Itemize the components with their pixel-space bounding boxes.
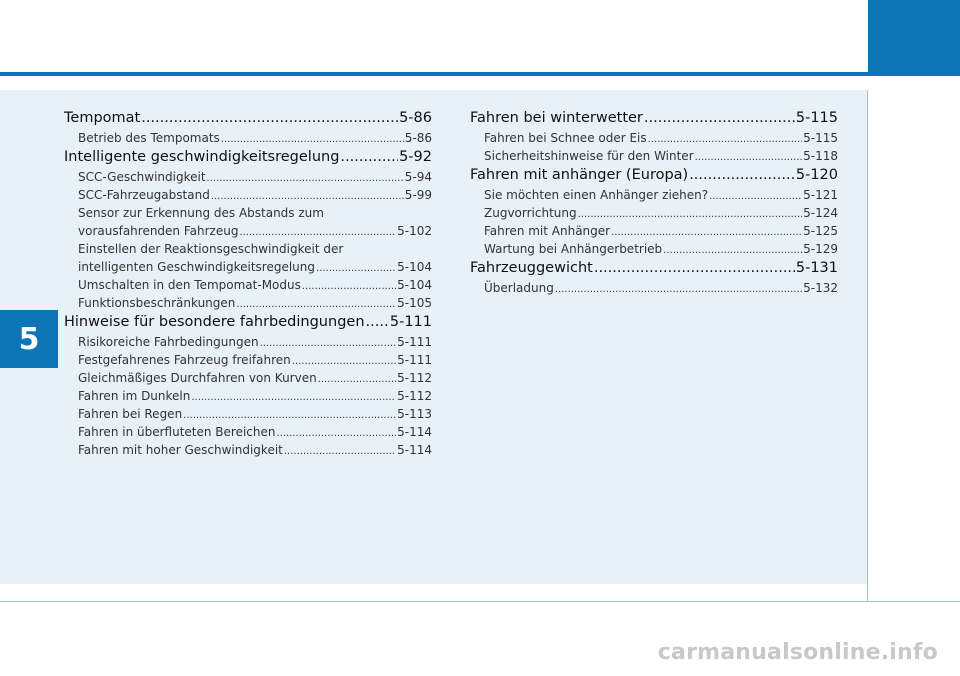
toc-entry-label: Fahren bei Schnee oder Eis (484, 131, 647, 145)
toc-entry-label: Funktionsbeschränkungen (78, 296, 236, 310)
toc-section-entry[interactable] (470, 165, 838, 186)
toc-entry-label: Sicherheitshinweise für den Winter (484, 149, 694, 163)
toc-subsection-entry[interactable] (64, 387, 432, 405)
dot-leader (191, 389, 396, 405)
chapter-number: 5 (0, 310, 58, 368)
toc-page-number: 5-114 (397, 425, 432, 439)
toc-page-number: 5-114 (397, 443, 432, 457)
toc-page-number: 5-86 (399, 110, 432, 126)
toc-right-column (470, 108, 838, 297)
header-rule (0, 72, 868, 76)
toc-subsection-entry[interactable] (64, 405, 432, 423)
dot-leader (689, 165, 795, 186)
toc-subsection-entry[interactable] (64, 276, 432, 294)
toc-entry-label: Risikoreiche Fahrbedingungen (78, 335, 259, 349)
toc-entry-label: Hinweise für besondere fahrbedingungen (64, 314, 365, 330)
toc-subsection-entry[interactable] (64, 294, 432, 312)
watermark: carmanualsonline.info (657, 640, 938, 665)
dot-leader (207, 170, 404, 186)
toc-entry-label: Fahrzeuggewicht (470, 260, 593, 276)
dot-leader (292, 353, 396, 369)
toc-entry-label: Gleichmäßiges Durchfahren von Kurven (78, 371, 317, 385)
toc-page-number: 5-129 (803, 242, 838, 256)
toc-entry-label: Betrieb des Tempomats (78, 131, 220, 145)
toc-entry-label: Tempomat (64, 110, 141, 126)
toc-entry-label: Fahren bei winterwetter (470, 110, 643, 126)
toc-page-number: 5-111 (397, 353, 432, 367)
toc-page-number: 5-121 (803, 188, 838, 202)
toc-entry-label: Fahren mit hoher Geschwindigkeit (78, 443, 283, 457)
dot-leader (555, 281, 802, 297)
toc-entry-label: Sie möchten einen Anhänger ziehen? (484, 188, 709, 202)
toc-entry-label: Fahren im Dunkeln (78, 389, 191, 403)
toc-subsection-entry[interactable] (470, 240, 838, 258)
toc-entry-label: Fahren mit anhänger (Europa) (470, 167, 689, 183)
toc-page-number: 5-105 (397, 296, 432, 310)
toc-page-number: 5-120 (795, 167, 838, 183)
toc-page-number: 5-104 (397, 260, 432, 274)
toc-entry-label: Festgefahrenes Fahrzeug freifahren (78, 353, 291, 367)
toc-subsection-entry[interactable] (470, 279, 838, 297)
dot-leader (340, 147, 398, 168)
toc-subsection-entry[interactable] (64, 258, 432, 276)
toc-page-number: 5-124 (803, 206, 838, 220)
dot-leader (276, 425, 396, 441)
toc-page-number: 5-111 (389, 314, 432, 330)
toc-page-number: 5-131 (795, 260, 838, 276)
toc-entry-label: Zugvorrichtung (484, 206, 577, 220)
toc-entry-label: Wartung bei Anhängerbetrieb (484, 242, 663, 256)
toc-entry-label: vorausfahrenden Fahrzeug (78, 224, 239, 238)
toc-subsection-entry[interactable] (64, 222, 432, 240)
toc-entry-label: SCC-Geschwindigkeit (78, 170, 206, 184)
toc-page-number: 5-115 (795, 110, 838, 126)
toc-entry-label: SCC-Fahrzeugabstand (78, 188, 210, 202)
toc-page-number: 5-86 (404, 131, 432, 145)
toc-entry-label: Intelligente geschwindigkeitsregelung (64, 149, 340, 165)
toc-page-number: 5-132 (803, 281, 838, 295)
toc-subsection-entry[interactable] (64, 423, 432, 441)
dot-leader (318, 371, 396, 387)
toc-page-number: 5-125 (803, 224, 838, 238)
dot-leader (284, 443, 396, 459)
toc-page-number: 5-111 (397, 335, 432, 349)
dot-leader (316, 260, 396, 276)
toc-section-entry[interactable] (470, 108, 838, 129)
footer-rule (0, 601, 960, 602)
toc-section-entry[interactable] (470, 258, 838, 279)
toc-entry-label: Überladung (484, 281, 554, 295)
toc-page-number: 5-94 (404, 170, 432, 184)
toc-subsection-entry[interactable] (64, 186, 432, 204)
dot-leader (239, 224, 396, 240)
toc-page-number: 5-118 (803, 149, 838, 163)
toc-page-number: 5-104 (397, 278, 432, 292)
toc-subsection-entry[interactable] (64, 168, 432, 186)
toc-line: Sensor zur Erkennung des Abstands zum (78, 206, 324, 220)
toc-subsection-entry[interactable] (64, 351, 432, 369)
toc-entry-label: Umschalten in den Tempomat-Modus (78, 278, 301, 292)
toc-subsection-entry[interactable] (470, 129, 838, 147)
dot-leader (366, 312, 389, 333)
dot-leader (648, 131, 802, 147)
toc-page-number: 5-112 (397, 371, 432, 385)
dot-leader (260, 335, 397, 351)
dot-leader (663, 242, 802, 258)
toc-entry-label: Fahren mit Anhänger (484, 224, 611, 238)
toc-subsection-entry[interactable] (64, 369, 432, 387)
toc-left-column (64, 108, 432, 459)
dot-leader (211, 188, 404, 204)
toc-page-number: 5-113 (397, 407, 432, 421)
toc-page-number: 5-115 (803, 131, 838, 145)
dot-leader (221, 131, 404, 147)
toc-entry-label: intelligenten Geschwindigkeitsregelung (78, 260, 316, 274)
dot-leader (644, 108, 795, 129)
toc-section-entry[interactable] (64, 147, 432, 168)
toc-entry-label: Fahren bei Regen (78, 407, 183, 421)
toc-subsection-entry[interactable] (64, 333, 432, 351)
toc-section-entry[interactable] (64, 108, 432, 129)
toc-subsection-entry[interactable] (470, 204, 838, 222)
dot-leader (578, 206, 803, 222)
toc-subsection-entry[interactable] (470, 222, 838, 240)
toc-page-number: 5-102 (397, 224, 432, 238)
dot-leader (709, 188, 802, 204)
toc-entry-label: Fahren in überfluteten Bereichen (78, 425, 276, 439)
dot-leader (594, 258, 795, 279)
toc-subsection-entry[interactable] (64, 441, 432, 459)
toc-subsection-entry[interactable] (64, 129, 432, 147)
toc-page-number: 5-99 (404, 188, 432, 202)
toc-page-number: 5-112 (397, 389, 432, 403)
toc-section-entry[interactable] (64, 312, 432, 333)
toc-subsection-entry[interactable] (470, 186, 838, 204)
chapter-tab (868, 0, 960, 76)
dot-leader (236, 296, 396, 312)
dot-leader (302, 278, 396, 294)
dot-leader (611, 224, 802, 240)
dot-leader (695, 149, 803, 165)
toc-line: Einstellen der Reaktionsgeschwindigkeit der (78, 242, 344, 256)
toc-page-number: 5-92 (399, 149, 432, 165)
right-divider (867, 90, 868, 602)
toc-subsection-entry[interactable] (470, 147, 838, 165)
dot-leader (141, 108, 398, 129)
dot-leader (183, 407, 396, 423)
